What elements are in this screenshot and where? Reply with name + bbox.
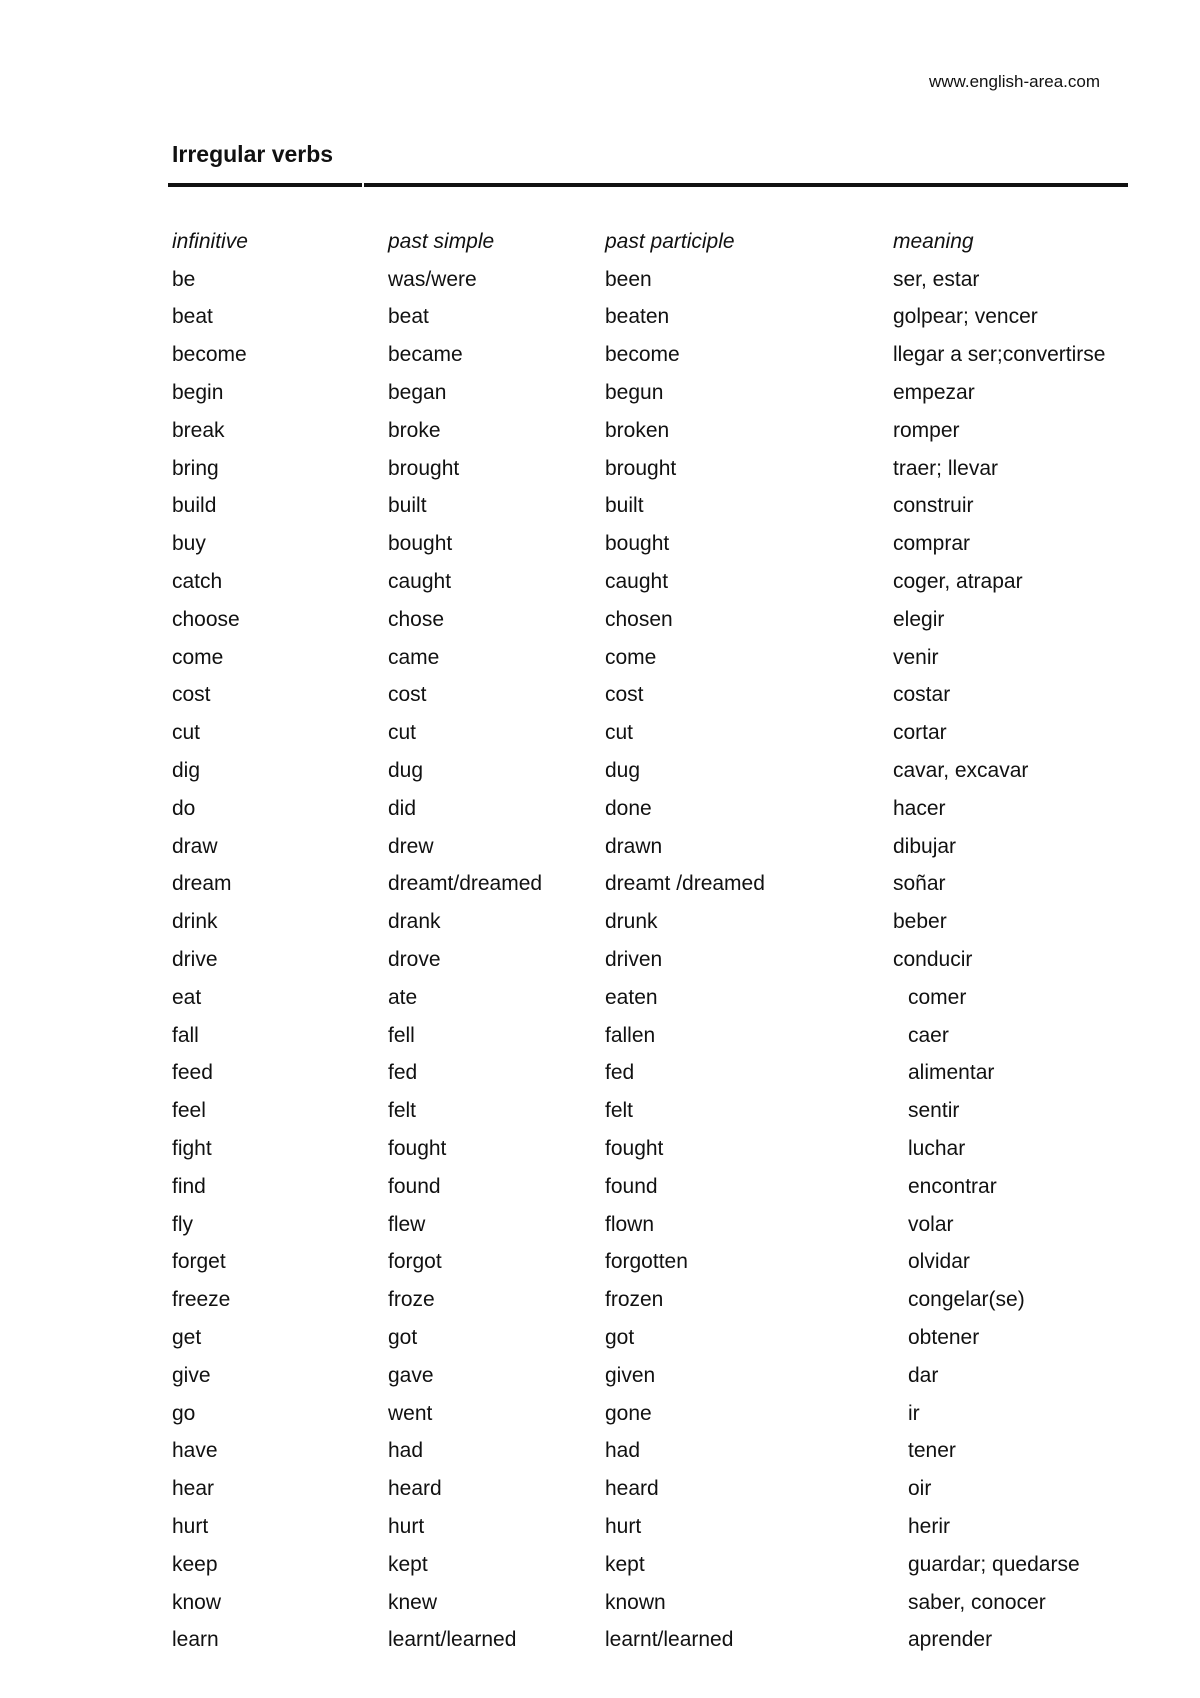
table-row	[172, 1281, 1132, 1319]
past-simple-cell: found	[388, 1174, 441, 1198]
infinitive-cell: cut	[172, 721, 201, 745]
infinitive-cell: drive	[172, 948, 218, 972]
table-row	[172, 1470, 1132, 1508]
past-simple-cell: began	[388, 381, 447, 405]
past-participle-cell: had	[605, 1439, 641, 1463]
past-simple-cell: gave	[388, 1363, 434, 1387]
table-row	[172, 828, 1132, 866]
table-row	[172, 1433, 1132, 1471]
past-simple-cell: drove	[388, 948, 441, 972]
infinitive-cell: beat	[172, 305, 213, 329]
table-row	[172, 1395, 1132, 1433]
past-participle-cell: hurt	[605, 1514, 642, 1538]
past-simple-cell: brought	[388, 456, 460, 480]
past-simple-cell: heard	[388, 1477, 442, 1501]
meaning-cell: elegir	[893, 607, 945, 631]
infinitive-cell: bring	[172, 456, 219, 480]
past-participle-cell: driven	[605, 948, 663, 972]
table-row	[172, 979, 1132, 1017]
meaning-cell: guardar; quedarse	[908, 1552, 1080, 1576]
past-simple-cell: broke	[388, 418, 441, 442]
past-simple-cell: drank	[388, 910, 441, 934]
infinitive-cell: draw	[172, 834, 218, 858]
past-participle-cell: fed	[605, 1061, 635, 1085]
infinitive-cell: freeze	[172, 1288, 231, 1312]
table-row	[172, 1244, 1132, 1282]
table-row	[172, 336, 1132, 374]
table-row	[172, 1055, 1132, 1093]
past-simple-cell: cut	[388, 721, 417, 745]
meaning-cell: saber, conocer	[908, 1590, 1046, 1614]
past-participle-cell: begun	[605, 381, 664, 405]
table-row	[172, 1319, 1132, 1357]
infinitive-cell: begin	[172, 381, 224, 405]
past-simple-cell: beat	[388, 305, 429, 329]
meaning-cell: venir	[893, 645, 939, 669]
infinitive-cell: dig	[172, 759, 201, 783]
past-participle-cell: cut	[605, 721, 634, 745]
meaning-cell: conducir	[893, 948, 973, 972]
site-url: www.english-area.com	[928, 72, 1100, 91]
meaning-cell: dibujar	[893, 834, 957, 858]
meaning-cell: coger, atrapar	[893, 570, 1023, 594]
meaning-cell: comer	[908, 985, 967, 1009]
past-simple-cell: bought	[388, 532, 453, 556]
infinitive-cell: feed	[172, 1061, 213, 1085]
infinitive-cell: keep	[172, 1552, 218, 1576]
infinitive-cell: be	[172, 267, 196, 291]
table-row	[172, 299, 1132, 337]
infinitive-cell: go	[172, 1401, 196, 1425]
table-row	[172, 903, 1132, 941]
infinitive-cell: dream	[172, 872, 232, 896]
past-simple-cell: had	[388, 1439, 424, 1463]
meaning-cell: dar	[908, 1363, 939, 1387]
meaning-cell: congelar(se)	[908, 1288, 1025, 1312]
meaning-cell: comprar	[893, 532, 971, 556]
infinitive-cell: drink	[172, 910, 218, 934]
past-participle-cell: fallen	[605, 1023, 656, 1047]
past-simple-cell: was/were	[388, 267, 477, 291]
past-participle-cell: caught	[605, 570, 669, 594]
past-participle-cell: frozen	[605, 1288, 664, 1312]
infinitive-cell: find	[172, 1174, 206, 1198]
past-simple-cell: felt	[388, 1099, 417, 1123]
table-row	[172, 488, 1132, 526]
infinitive-cell: feel	[172, 1099, 206, 1123]
table-row	[172, 639, 1132, 677]
past-participle-cell: drunk	[605, 910, 658, 934]
infinitive-cell: do	[172, 796, 196, 820]
table-row	[172, 1130, 1132, 1168]
meaning-cell: alimentar	[908, 1061, 995, 1085]
table-row	[172, 261, 1132, 299]
table-row	[172, 563, 1132, 601]
infinitive-cell: give	[172, 1363, 211, 1387]
table-row	[172, 1017, 1132, 1055]
past-participle-cell: dreamt /dreamed	[605, 872, 765, 896]
irregular-verbs-table	[172, 223, 1132, 1659]
past-simple-cell: fell	[388, 1023, 415, 1047]
table-row	[172, 412, 1132, 450]
past-participle-cell: cost	[605, 683, 644, 707]
past-simple-cell: hurt	[388, 1514, 425, 1538]
past-participle-cell: got	[605, 1326, 635, 1349]
column-header-past-simple: past simple	[388, 229, 495, 253]
past-simple-cell: drew	[388, 834, 434, 858]
infinitive-cell: catch	[172, 570, 223, 594]
title-underline	[168, 183, 1128, 187]
meaning-cell: romper	[893, 418, 960, 442]
table-row	[172, 450, 1132, 488]
past-participle-cell: broken	[605, 418, 670, 442]
infinitive-cell: learn	[172, 1628, 219, 1652]
meaning-cell: empezar	[893, 381, 975, 405]
table-row	[172, 941, 1132, 979]
column-header-past-participle: past participle	[605, 229, 735, 253]
past-participle-cell: been	[605, 267, 652, 291]
past-participle-cell: dug	[605, 759, 641, 783]
underline-gap	[362, 183, 364, 187]
past-participle-cell: beaten	[605, 305, 670, 329]
past-participle-cell: kept	[605, 1552, 645, 1576]
meaning-cell: olvidar	[908, 1250, 970, 1274]
past-simple-cell: ate	[388, 985, 418, 1009]
table-row	[172, 677, 1132, 715]
past-participle-cell: felt	[605, 1099, 634, 1123]
infinitive-cell: have	[172, 1439, 218, 1463]
meaning-cell: traer; llevar	[893, 456, 999, 480]
meaning-cell: caer	[908, 1023, 949, 1047]
meaning-cell: volar	[908, 1212, 954, 1236]
meaning-cell: sentir	[908, 1099, 960, 1123]
past-simple-cell: built	[388, 494, 427, 518]
past-participle-cell: known	[605, 1590, 666, 1614]
past-participle-cell: fought	[605, 1137, 664, 1161]
past-simple-cell: flew	[388, 1212, 426, 1236]
infinitive-cell: know	[172, 1590, 222, 1614]
table-row	[172, 752, 1132, 790]
infinitive-cell: eat	[172, 985, 202, 1009]
table-row	[172, 1206, 1132, 1244]
past-simple-cell: forgot	[388, 1250, 442, 1274]
meaning-cell: tener	[908, 1439, 956, 1463]
infinitive-cell: choose	[172, 607, 240, 631]
infinitive-cell: come	[172, 645, 224, 669]
past-participle-cell: drawn	[605, 834, 663, 858]
column-header-infinitive: infinitive	[172, 229, 248, 253]
table-row	[172, 374, 1132, 412]
past-participle-cell: built	[605, 494, 644, 518]
meaning-cell: aprender	[908, 1628, 993, 1652]
meaning-cell: beber	[893, 910, 947, 934]
table-row	[172, 601, 1132, 639]
meaning-cell: llegar a ser;convertirse	[893, 343, 1106, 367]
past-simple-cell: did	[388, 796, 417, 820]
page-title: Irregular verbs	[172, 141, 334, 167]
past-simple-cell: kept	[388, 1552, 428, 1576]
infinitive-cell: fight	[172, 1137, 212, 1161]
past-participle-cell: become	[605, 343, 680, 367]
past-simple-cell: caught	[388, 570, 452, 594]
infinitive-cell: buy	[172, 532, 206, 556]
past-participle-cell: found	[605, 1174, 658, 1198]
meaning-cell: hacer	[893, 796, 946, 820]
meaning-cell: cavar, excavar	[893, 759, 1029, 783]
past-simple-cell: got	[388, 1326, 418, 1349]
infinitive-cell: build	[172, 494, 217, 518]
infinitive-cell: break	[172, 418, 225, 442]
table-row	[172, 1168, 1132, 1206]
past-participle-cell: learnt/learned	[605, 1628, 734, 1652]
meaning-cell: oir	[908, 1477, 932, 1501]
meaning-cell: ir	[908, 1401, 920, 1425]
table-row	[172, 1621, 1132, 1659]
meaning-cell: ser, estar	[893, 267, 980, 291]
past-participle-cell: chosen	[605, 607, 673, 631]
past-participle-cell: eaten	[605, 985, 658, 1009]
past-simple-cell: knew	[388, 1590, 438, 1614]
past-simple-cell: came	[388, 645, 440, 669]
table-row	[172, 525, 1132, 563]
infinitive-cell: hurt	[172, 1514, 209, 1538]
meaning-cell: costar	[893, 683, 951, 707]
past-participle-cell: given	[605, 1363, 656, 1387]
infinitive-cell: get	[172, 1326, 202, 1349]
past-simple-cell: learnt/learned	[388, 1628, 517, 1652]
table-header-row	[172, 223, 1132, 261]
past-participle-cell: bought	[605, 532, 670, 556]
meaning-cell: obtener	[908, 1326, 980, 1349]
past-simple-cell: dreamt/dreamed	[388, 872, 543, 896]
past-participle-cell: gone	[605, 1401, 652, 1425]
meaning-cell: soñar	[893, 872, 946, 896]
table-row	[172, 1092, 1132, 1130]
past-participle-cell: brought	[605, 456, 677, 480]
past-participle-cell: flown	[605, 1212, 655, 1236]
past-simple-cell: froze	[388, 1288, 435, 1312]
column-header-meaning: meaning	[893, 229, 974, 253]
meaning-cell: luchar	[908, 1137, 966, 1161]
past-simple-cell: became	[388, 343, 463, 367]
past-simple-cell: fought	[388, 1137, 447, 1161]
infinitive-cell: become	[172, 343, 247, 367]
infinitive-cell: cost	[172, 683, 211, 707]
table-row	[172, 1508, 1132, 1546]
table-row	[172, 866, 1132, 904]
past-participle-cell: forgotten	[605, 1250, 688, 1274]
meaning-cell: construir	[893, 494, 974, 518]
infinitive-cell: fly	[172, 1212, 193, 1236]
past-simple-cell: cost	[388, 683, 427, 707]
past-participle-cell: come	[605, 645, 657, 669]
meaning-cell: herir	[908, 1514, 951, 1538]
infinitive-cell: fall	[172, 1023, 199, 1047]
past-simple-cell: went	[388, 1401, 433, 1425]
meaning-cell: golpear; vencer	[893, 305, 1038, 329]
table-row	[172, 1584, 1132, 1622]
infinitive-cell: hear	[172, 1477, 215, 1501]
infinitive-cell: forget	[172, 1250, 226, 1274]
meaning-cell: encontrar	[908, 1174, 997, 1198]
table-row	[172, 714, 1132, 752]
past-participle-cell: done	[605, 796, 652, 820]
table-row	[172, 1546, 1132, 1584]
past-participle-cell: heard	[605, 1477, 659, 1501]
past-simple-cell: dug	[388, 759, 424, 783]
meaning-cell: cortar	[893, 721, 947, 745]
past-simple-cell: chose	[388, 607, 445, 631]
table-row	[172, 1357, 1132, 1395]
past-simple-cell: fed	[388, 1061, 418, 1085]
table-row	[172, 790, 1132, 828]
